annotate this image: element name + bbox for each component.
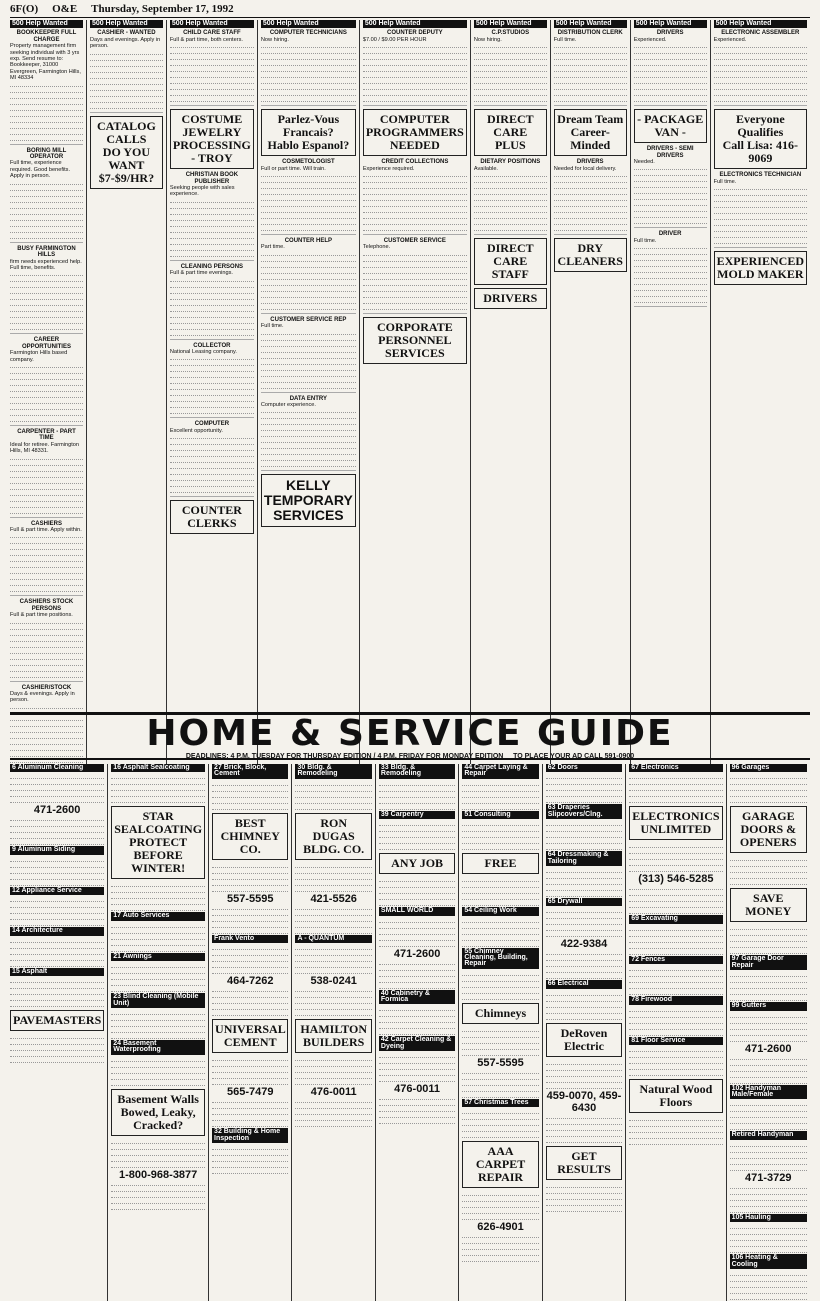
classified-ad — [261, 238, 356, 314]
guide-deadlines — [10, 753, 810, 760]
guide-category-header: 96 Garages — [730, 764, 807, 772]
ad-title: BORING MILL OPERATOR — [26, 147, 67, 161]
ad-text: Experienced. — [713, 36, 747, 43]
guide-phone: 471-2600 — [33, 804, 81, 817]
guide-category-header: 39 Carpentry — [379, 811, 455, 819]
ad-title: BOOKKEEPER FULL CHARGE — [16, 30, 77, 43]
guide-category-header: 33 Bldg. & Remodeling — [379, 764, 455, 779]
guide-display-ad: PAVEMASTERS — [10, 1010, 104, 1031]
paper-name: O&E — [52, 3, 78, 15]
section-header: 500 Help Wanted — [170, 20, 254, 28]
ad-text: firm needs experienced help. Full time, benefits. — [10, 258, 82, 271]
home-service-guide-banner — [10, 712, 810, 760]
guide-category-header: 15 Asphalt — [10, 968, 104, 976]
ad-text: Days & evenings. Apply in person. — [10, 691, 75, 704]
classified-ad — [474, 30, 547, 106]
guide-phone: 471-2600 — [393, 947, 441, 960]
guide-column — [212, 764, 292, 1301]
classified-ad — [170, 421, 254, 497]
guide-category-header: 6 Aluminum Cleaning — [10, 764, 104, 772]
display-ad — [261, 474, 356, 527]
ad-title: C.P.STUDIOS — [491, 30, 530, 37]
guide-category-header: 78 Firewood — [629, 996, 722, 1004]
display-ad-line: KELLY — [286, 477, 331, 494]
guide-category-header: 102 Handyman Male/Female — [730, 1085, 807, 1100]
guide-category-header: 9 Aluminum Siding — [10, 846, 104, 854]
guide-category-header: 30 Bldg. & Remodeling — [295, 764, 371, 779]
display-ad-line: COSTUME JEWELRY PROCESSING - TROY — [172, 112, 251, 166]
guide-display-ad: Basement Walls Bowed, Leaky, Cracked? — [111, 1089, 205, 1136]
guide-category-header: 44 Carpet Laying & Repair — [462, 764, 538, 779]
display-ad-line: Everyone Qualifies — [735, 112, 785, 140]
guide-phone: (313) 546-5285 — [638, 873, 714, 886]
guide-category-header: 24 Basement Waterproofing — [111, 1040, 205, 1055]
guide-category-header: 57 Christmas Trees — [462, 1099, 538, 1107]
guide-column — [629, 764, 726, 1301]
masthead — [10, 2, 810, 18]
display-ad — [474, 238, 547, 285]
guide-category-header: 55 Chimney Cleaning, Building, Repair — [462, 948, 538, 969]
ad-title: CHILD CARE STAFF — [183, 30, 241, 37]
display-ad-line: DO YOU WANT $7-$9/HR? — [98, 144, 155, 185]
ad-title: DRIVERS — [656, 30, 684, 37]
display-ad-line: EXPERIENCED MOLD MAKER — [716, 254, 804, 282]
guide-column — [10, 764, 108, 1301]
ad-title: DRIVER — [658, 231, 682, 238]
ad-title: DATA ENTRY — [289, 395, 328, 402]
ad-text: Part time. — [260, 244, 285, 251]
ad-title: COUNTER DEPUTY — [386, 30, 443, 37]
guide-category-header: 23 Blind Cleaning (Mobile Unit) — [111, 993, 205, 1008]
call-text: TO PLACE YOUR AD CALL 591-0900 — [513, 753, 635, 760]
ad-text: Full & part time, both centers. — [169, 36, 243, 43]
display-ad-line: Call Lisa: 416-9069 — [722, 138, 798, 166]
display-ad-line: DIRECT CARE PLUS — [486, 112, 534, 153]
ad-text: Computer experience. — [260, 402, 316, 409]
classified-ad — [10, 148, 83, 243]
guide-display-ad: Natural Wood Floors — [629, 1079, 722, 1113]
guide-display-ad: ANY JOB — [379, 853, 455, 874]
section-header: 500 Help Wanted — [634, 20, 707, 28]
guide-phone: 421-5526 — [310, 892, 357, 905]
display-ad-line: CALLS — [106, 131, 147, 146]
guide-category-header: Retired Handyman — [730, 1131, 807, 1139]
guide-category-header: 97 Garage Door Repair — [730, 955, 807, 970]
guide-category-header: 42 Carpet Cleaning & Dyeing — [379, 1036, 455, 1051]
guide-category-header: 65 Drywall — [546, 898, 622, 906]
guide-phone: 476-0011 — [394, 1083, 441, 1096]
guide-phone: 471-3729 — [745, 1171, 792, 1184]
ad-title: DRIVERS - SEMI DRIVERS — [646, 146, 694, 159]
classified-ad — [554, 30, 627, 106]
ad-text: Ideal for retiree. Farmington Hills, MI 48331. — [10, 441, 80, 455]
classified-ad — [170, 172, 254, 261]
display-ad-line: Parlez-Vous Francais? — [277, 112, 340, 140]
guide-display-ad: ELECTRONICS UNLIMITED — [629, 806, 722, 840]
guide-display-ad: FREE — [462, 853, 538, 874]
classified-ad — [10, 429, 83, 518]
guide-category-header: 14 Architecture — [10, 927, 104, 935]
display-ad-line: COMPUTER PROGRAMMERS NEEDED — [365, 112, 464, 153]
classified-ad — [170, 343, 254, 419]
display-ad-line: DRY CLEANERS — [557, 241, 623, 269]
guide-category-header: 66 Electrical — [546, 980, 622, 988]
classified-column — [634, 20, 711, 770]
guide-category-header: 51 Consulting — [462, 811, 538, 819]
ad-text: Now hiring. — [473, 36, 502, 43]
ad-text: Full time. — [713, 178, 737, 185]
guide-category-header: 40 Cabinetry & Formica — [379, 990, 455, 1005]
guide-phone: 476-0011 — [310, 1086, 357, 1099]
classified-ad — [90, 30, 163, 112]
ad-title: COUNTER HELP — [284, 238, 333, 245]
display-ad-line: SERVICES — [273, 507, 344, 524]
classified-ad — [170, 30, 254, 106]
ad-title: COMPUTER — [194, 421, 230, 428]
guide-display-ad: BEST CHIMNEY CO. — [212, 813, 288, 860]
ad-text: Full & part time. Apply within. — [10, 526, 82, 533]
ad-title: CUSTOMER SERVICE — [383, 238, 446, 245]
ad-text: Full time. — [260, 323, 284, 330]
classified-ad — [10, 246, 83, 335]
classified-column — [474, 20, 551, 770]
display-ad-line: Hablo Espanol? — [267, 138, 350, 153]
guide-display-ad: RON DUGAS BLDG. CO. — [295, 813, 371, 860]
guide-category-header: 69 Excavating — [629, 915, 722, 923]
service-guide-columns — [10, 764, 810, 1289]
display-ad — [170, 109, 254, 169]
guide-title: HOME & SERVICE GUIDE — [146, 713, 674, 754]
page-number: 6F(O) — [10, 3, 39, 15]
ad-text: Experienced. — [633, 36, 667, 43]
ad-text: Property management firm seeking individual with 3 yrs exp. Send resume to: Bookkeeper, 31000 Evergreen, Farmington Hills, MI 48334 — [10, 43, 81, 82]
guide-category-header: SMALL WORLD — [379, 907, 455, 915]
classified-ad — [261, 317, 356, 393]
ad-title: CLEANING PERSONS — [180, 263, 244, 270]
classified-ad — [634, 231, 707, 307]
guide-phone: 464-7262 — [227, 975, 274, 988]
ad-text: Farmington Hills based company. — [10, 350, 68, 363]
ad-text: Excellent opportunity. — [169, 427, 223, 434]
guide-category-header: 72 Fences — [629, 956, 722, 964]
classified-ad — [554, 159, 627, 235]
classified-column — [90, 20, 167, 770]
ad-text: Needed. — [633, 159, 655, 166]
guide-display-ad: STAR SEALCOATING PROTECT BEFORE WINTER! — [111, 806, 205, 879]
classified-column — [10, 20, 87, 770]
classified-ad — [363, 30, 467, 106]
guide-phone: 538-0241 — [310, 975, 357, 988]
guide-column — [379, 764, 459, 1301]
guide-display-ad: HAMILTON BUILDERS — [295, 1019, 371, 1053]
classified-ad — [474, 159, 547, 235]
guide-column — [295, 764, 375, 1301]
ad-title: CAREER OPPORTUNITIES — [21, 337, 71, 350]
guide-display-ad: UNIVERSAL CEMENT — [212, 1019, 288, 1053]
display-ad — [363, 109, 467, 156]
section-header: 500 Help Wanted — [474, 20, 547, 28]
section-header: 500 Help Wanted — [363, 20, 467, 28]
classified-column — [261, 20, 360, 770]
guide-category-header: 54 Ceiling Work — [462, 907, 538, 915]
ad-text: Full & part time positions. — [10, 612, 73, 619]
ad-title: ELECTRONICS TECHNICIAN — [719, 172, 802, 179]
guide-phone: 557-5595 — [227, 892, 274, 905]
display-ad-line: CATALOG — [96, 118, 156, 133]
ad-title: BUSY FARMINGTON HILLS — [17, 245, 76, 259]
display-ad-line: DRIVERS — [483, 291, 538, 306]
guide-column — [111, 764, 209, 1301]
guide-phone: 459-0070, 459-6430 — [546, 1089, 622, 1114]
ad-title: CASHIERS STOCK PERSONS — [19, 599, 74, 612]
display-ad — [474, 288, 547, 309]
guide-display-ad: SAVE MONEY — [730, 888, 807, 922]
display-ad — [554, 109, 627, 156]
guide-category-header: 21 Awnings — [111, 953, 205, 961]
classified-ad — [261, 159, 356, 235]
ad-text: Telephone. — [362, 244, 391, 251]
guide-category-header: 106 Heating & Cooling — [730, 1254, 807, 1269]
display-ad-line: Dream Team — [557, 112, 624, 127]
display-ad-line: COUNTER CLERKS — [181, 503, 242, 531]
ad-text: $7.00 / $9.00 PER HOUR — [362, 36, 427, 43]
classified-ad — [170, 264, 254, 340]
ad-title: CREDIT COLLECTIONS — [381, 159, 449, 166]
ad-title: CASHIER/STOCK — [21, 684, 72, 691]
ad-title: DISTRIBUTION CLERK — [557, 30, 623, 37]
guide-column — [546, 764, 626, 1301]
guide-display-ad: AAA CARPET REPAIR — [462, 1141, 538, 1188]
ad-title: CHRISTIAN BOOK PUBLISHER — [185, 172, 239, 185]
ad-title: COLLECTOR — [193, 342, 231, 349]
guide-display-ad: GARAGE DOORS & OPENERS — [730, 806, 807, 853]
guide-category-header: Frank Vento — [212, 935, 288, 943]
guide-phone: 557-5595 — [477, 1056, 524, 1069]
deadlines-text: DEADLINES: 4 P.M. TUESDAY FOR THURSDAY EDITION / 4 P.M. FRIDAY FOR MONDAY EDITION — [185, 753, 504, 760]
classified-column — [554, 20, 631, 770]
guide-column — [462, 764, 542, 1301]
guide-category-header: 67 Electronics — [629, 764, 722, 772]
classified-ad — [363, 159, 467, 235]
display-ad — [261, 109, 356, 156]
guide-phone: 626-4901 — [477, 1221, 524, 1234]
display-ad-line: TEMPORARY — [263, 492, 353, 509]
display-ad — [714, 109, 807, 169]
display-ad — [363, 317, 467, 364]
display-ad-line: PERSONNEL — [378, 332, 452, 347]
guide-phone: 1-800-968-3877 — [119, 1168, 198, 1181]
ad-text: Now hiring. — [260, 36, 289, 43]
guide-category-header: 17 Auto Services — [111, 912, 205, 920]
classified-ad — [714, 172, 807, 248]
ad-text: National Leasing company. — [169, 349, 237, 356]
ad-text: Full time. — [633, 237, 657, 244]
ad-title: COSMETOLOGIST — [282, 159, 335, 166]
display-ad-line: CORPORATE — [376, 319, 453, 334]
guide-category-header: 81 Floor Service — [629, 1037, 722, 1045]
ad-text: Available. — [473, 165, 498, 172]
issue-date: Thursday, September 17, 1992 — [91, 3, 234, 15]
section-header: 500 Help Wanted — [714, 20, 807, 28]
ad-title: ELECTRONIC ASSEMBLER — [721, 30, 800, 37]
display-ad — [170, 500, 254, 534]
guide-phone: 422-9384 — [560, 938, 608, 951]
guide-category-header: 12 Appliance Service — [10, 887, 104, 895]
guide-category-header: A - QUANTUM — [295, 935, 371, 943]
section-header: 500 Help Wanted — [261, 20, 356, 28]
ad-text: Full & part time evenings. — [169, 270, 233, 277]
ad-title: CASHIERS — [30, 520, 62, 527]
classified-column — [714, 20, 810, 770]
display-ad-line: DIRECT CARE STAFF — [486, 241, 534, 282]
ad-text: Seeking people with sales experience. — [169, 185, 235, 198]
guide-category-header: 99 Gutters — [730, 1002, 807, 1010]
guide-category-header: 16 Asphalt Sealcoating — [111, 764, 205, 772]
ad-text: Experience required. — [362, 165, 415, 172]
classified-ad — [10, 30, 83, 144]
classified-ad — [10, 599, 83, 681]
classified-ad — [714, 30, 807, 106]
display-ad — [474, 109, 547, 156]
guide-display-ad: GET RESULTS — [546, 1146, 622, 1180]
ad-text: Full or part time. Will train. — [260, 165, 326, 172]
guide-category-header: 105 Hauling — [730, 1214, 807, 1222]
ad-text: Full time, experience required. Good benefits. Apply in person. — [10, 160, 71, 180]
ad-text: Days and evenings. Apply in person. — [89, 36, 161, 50]
guide-phone: 471-2600 — [745, 1042, 792, 1055]
guide-category-header: 32 Building & Home Inspection — [212, 1128, 288, 1143]
guide-column — [730, 764, 810, 1301]
classified-ad — [261, 396, 356, 472]
ad-title: COMPUTER TECHNICIANS — [269, 30, 347, 37]
display-ad-line: SERVICES — [385, 345, 445, 360]
ad-title: CUSTOMER SERVICE REP — [270, 316, 347, 323]
classified-ad — [261, 30, 356, 106]
section-header: 500 Help Wanted — [10, 20, 83, 28]
classified-column — [170, 20, 258, 770]
section-header: 500 Help Wanted — [90, 20, 163, 28]
classified-ad — [634, 30, 707, 106]
classified-ad — [363, 238, 467, 314]
display-ad — [90, 116, 163, 189]
ad-title: DIETARY POSITIONS — [480, 159, 541, 166]
guide-category-header: 63 Draperies Slipcovers/Clng. — [546, 804, 622, 819]
guide-category-header: 64 Dressmaking & Tailoring — [546, 851, 622, 866]
display-ad — [634, 109, 707, 143]
ad-title: CASHIER - WANTED — [97, 30, 156, 37]
guide-display-ad: DeRoven Electric — [546, 1023, 622, 1057]
display-ad — [554, 238, 627, 272]
classified-column — [363, 20, 471, 770]
guide-category-header: 27 Brick, Block, Cement — [212, 764, 288, 779]
classified-columns — [10, 20, 810, 710]
display-ad-line: - PACKAGE VAN - — [637, 112, 704, 140]
classified-ad — [10, 337, 83, 426]
classified-ad — [10, 521, 83, 597]
ad-text: Needed for local delivery. — [553, 165, 617, 172]
ad-title: CARPENTER - PART TIME — [17, 428, 76, 442]
guide-category-header: 62 Doors — [546, 764, 622, 772]
guide-display-ad: Chimneys — [462, 1003, 538, 1024]
ad-text: Full time. — [553, 36, 577, 43]
display-ad — [714, 251, 807, 285]
ad-title: DRIVERS — [576, 159, 604, 166]
guide-phone: 565-7479 — [227, 1086, 274, 1099]
display-ad-line: Career-Minded — [570, 125, 611, 153]
classified-ad — [634, 146, 707, 228]
section-header: 500 Help Wanted — [554, 20, 627, 28]
